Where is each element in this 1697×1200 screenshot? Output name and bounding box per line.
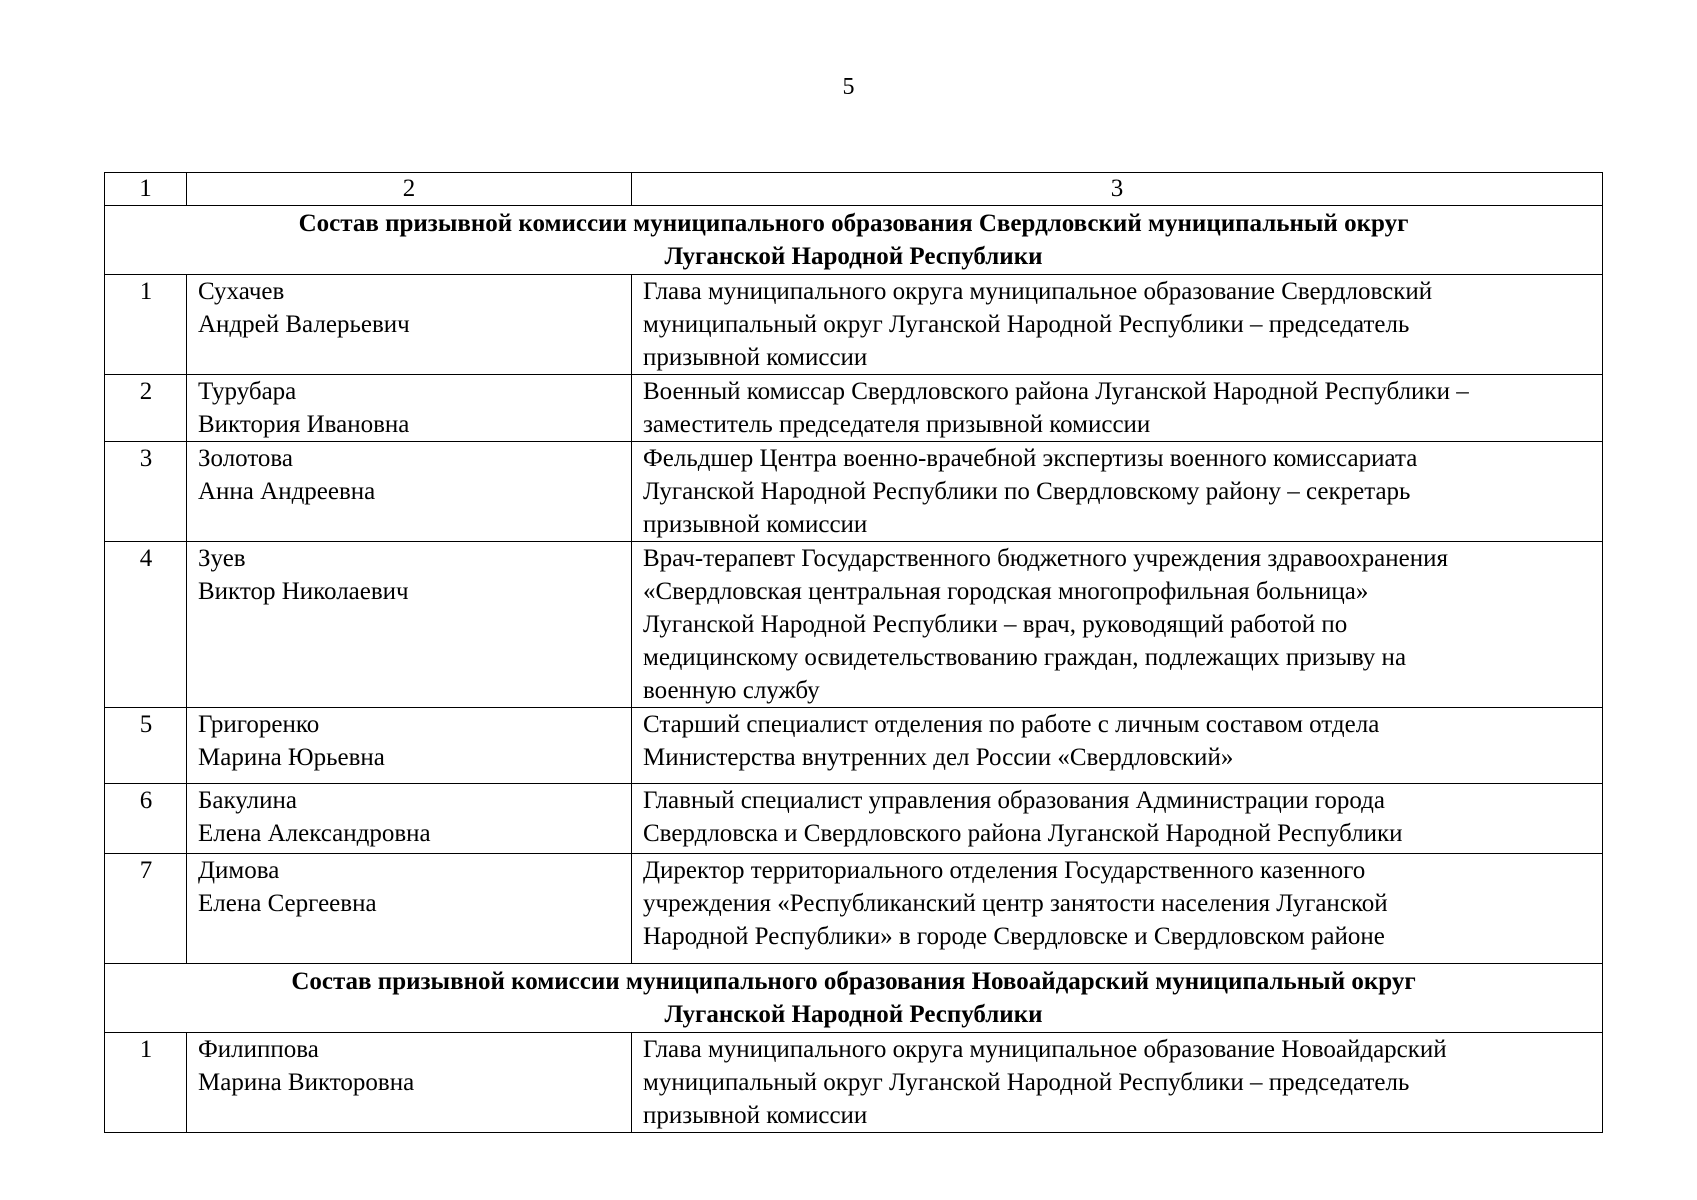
member-surname: Димова [198,857,280,884]
member-name [187,275,632,375]
column-number: 1 [105,173,187,206]
table-row [105,375,1603,442]
role-line: Фельдшер Центра военно-врачебной экспертизы военного комиссариата [643,445,1418,472]
role-line: Врач-терапевт Государственного бюджетного учреждения здравоохранения [643,545,1449,572]
member-role [632,375,1603,442]
section-header [105,206,1603,275]
member-role [632,854,1603,964]
column-number-row [105,173,1603,206]
role-line: Луганской Народной Республики по Свердловскому району – секретарь [643,478,1411,505]
section-title [105,964,1603,1033]
member-name [187,784,632,854]
member-given-name: Марина Юрьевна [198,744,385,771]
member-role [632,708,1603,784]
member-given-name: Елена Александровна [198,820,431,847]
member-given-name: Марина Викторовна [198,1069,415,1096]
member-name [187,442,632,542]
column-number: 3 [632,173,1603,206]
role-line: «Свердловская центральная городская многопрофильная больница» [643,578,1369,605]
role-line: Директор территориального отделения Государственного казенного [643,857,1366,884]
table-row [105,442,1603,542]
page-number: 5 [842,74,855,100]
row-number: 1 [105,275,187,375]
role-line: муниципальный округ Луганской Народной Республики – председатель [643,1069,1410,1096]
member-role [632,784,1603,854]
table-row [105,542,1603,708]
table-row [105,854,1603,964]
role-line: Главный специалист управления образования Администрации города [643,787,1385,814]
member-surname: Сухачев [198,278,285,305]
role-line: Министерства внутренних дел России «Свердловский» [643,744,1234,771]
section-title-line: Луганской Народной Республики [664,243,1043,270]
role-line: Свердловска и Свердловского района Луганской Народной Республики [643,820,1403,847]
member-role [632,1033,1603,1133]
row-number: 5 [105,708,187,784]
member-surname: Григоренко [198,711,320,738]
column-number: 2 [187,173,632,206]
role-line: медицинскому освидетельствованию граждан, подлежащих призыву на [643,644,1407,671]
role-line: муниципальный округ Луганской Народной Республики – председатель [643,311,1410,338]
table-row [105,708,1603,784]
member-surname: Филиппова [198,1036,319,1063]
row-number: 1 [105,1033,187,1133]
member-surname: Золотова [198,445,294,472]
table-row [105,784,1603,854]
role-line: Военный комиссар Свердловского района Луганской Народной Республики – [643,378,1469,405]
member-surname: Турубара [198,378,297,405]
row-number: 6 [105,784,187,854]
role-line: Луганской Народной Республики – врач, руководящий работой по [643,611,1348,638]
member-role [632,542,1603,708]
row-number: 7 [105,854,187,964]
role-line: призывной комиссии [643,344,868,371]
section-header [105,964,1603,1033]
member-surname: Бакулина [198,787,297,814]
section-title-line: Состав призывной комиссии муниципального образования Свердловский муниципальный округ [298,210,1409,237]
member-role [632,442,1603,542]
member-name [187,1033,632,1133]
member-role [632,275,1603,375]
member-name [187,542,632,708]
member-given-name: Елена Сергеевна [198,890,377,917]
role-line: Глава муниципального округа муниципальное образование Свердловский [643,278,1433,305]
role-line: военную службу [643,677,820,704]
role-line: учреждения «Республиканский центр занятости населения Луганской [643,890,1388,917]
table-row [105,275,1603,375]
row-number: 3 [105,442,187,542]
commission-table [104,172,1603,1133]
member-name [187,854,632,964]
member-name [187,375,632,442]
member-surname: Зуев [198,545,246,572]
role-line: призывной комиссии [643,511,868,538]
member-name [187,708,632,784]
section-title [105,206,1603,275]
member-given-name: Виктор Николаевич [198,578,409,605]
role-line: заместитель председателя призывной комиссии [643,411,1151,438]
member-given-name: Виктория Ивановна [198,411,410,438]
row-number: 2 [105,375,187,442]
section-title-line: Состав призывной комиссии муниципального образования Новоайдарский муниципальный округ [291,968,1416,995]
section-title-line: Луганской Народной Республики [664,1001,1043,1028]
role-line: Народной Республики» в городе Свердловске и Свердловском районе [643,923,1385,950]
table-row [105,1033,1603,1133]
row-number: 4 [105,542,187,708]
role-line: Глава муниципального округа муниципальное образование Новоайдарский [643,1036,1447,1063]
member-given-name: Андрей Валерьевич [198,311,410,338]
member-given-name: Анна Андреевна [198,478,376,505]
role-line: призывной комиссии [643,1102,868,1129]
role-line: Старший специалист отделения по работе с личным составом отдела [643,711,1380,738]
